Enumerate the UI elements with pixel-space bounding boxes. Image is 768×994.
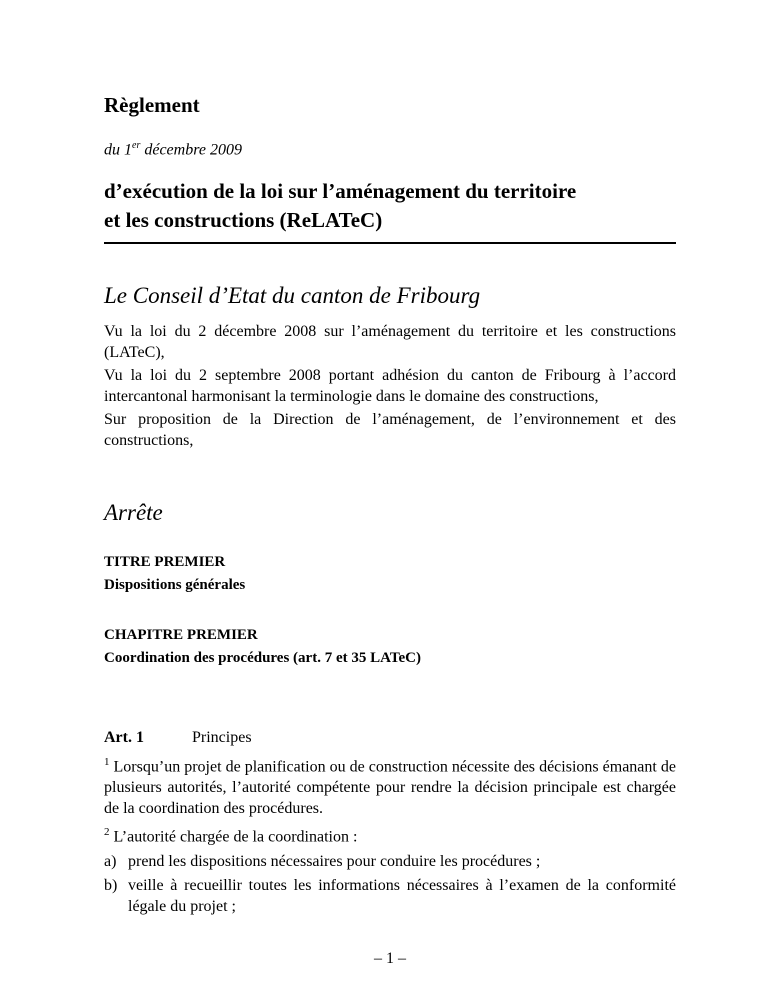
list-item-letter: b) [104, 876, 118, 894]
list-item-text: prend les dispositions nécessaires pour conduire les procédures ; [128, 852, 541, 870]
paragraph-number: 1 [104, 756, 110, 768]
chapitre-label: CHAPITRE PREMIER [104, 627, 258, 643]
list-item [104, 875, 676, 917]
list-item [104, 851, 676, 872]
document-title [104, 177, 576, 235]
document-date [104, 140, 242, 159]
article-title: Principes [192, 729, 252, 746]
paragraph-text: Lorsqu’un projet de planification ou de construction nécessite des décisions émanant de plusieurs autorités, l’autorité compétente pour rendre la décision principale est chargée de la coordination des procédures. [104, 758, 676, 818]
article-heading [104, 727, 676, 748]
preamble [104, 321, 676, 453]
document-type: Règlement [104, 93, 200, 117]
list-item-text: veille à recueillir toutes les informations nécessaires à l’examen de la conformité légale du projet ; [128, 876, 676, 915]
title-line-2: et les constructions (ReLATeC) [104, 208, 383, 232]
article-paragraph-1 [104, 752, 676, 819]
paragraph-number: 2 [104, 826, 110, 839]
paragraph-text: L’autorité chargée de la coordination : [109, 828, 358, 846]
title-line-1: d’exécution de la loi sur l’aménagement du territoire [104, 179, 577, 203]
preamble-clause: Sur proposition de la Direction de l’aménagement, de l’environnement et des constructions, [104, 411, 676, 449]
preamble-clause: Vu la loi du 2 septembre 2008 portant adhésion du canton de Fribourg à l’accord intercantonal harmonisant la terminologie dans le domaine des constructions, [104, 367, 676, 405]
page-number: – 1 – [374, 950, 406, 967]
article-paragraph-2 [104, 822, 676, 847]
date-suffix: décembre 2009 [140, 141, 242, 159]
preamble-clause: Vu la loi du 2 décembre 2008 sur l’aménagement du territoire et les constructions (LATeC), [104, 323, 676, 361]
title-divider [104, 242, 676, 244]
titre-label: TITRE PREMIER [104, 554, 226, 570]
chapitre-name: Coordination des procédures (art. 7 et 35 LATeC) [104, 650, 421, 666]
date-prefix: du 1 [104, 141, 132, 159]
article-number: Art. 1 [104, 729, 144, 746]
decree-heading: Arrête [104, 500, 163, 525]
article-1 [104, 727, 676, 920]
issuing-authority: Le Conseil d’Etat du canton de Fribourg [104, 283, 481, 308]
date-superscript: er [132, 140, 141, 151]
titre-name: Dispositions générales [104, 577, 246, 593]
list-item-letter: a) [104, 852, 117, 870]
